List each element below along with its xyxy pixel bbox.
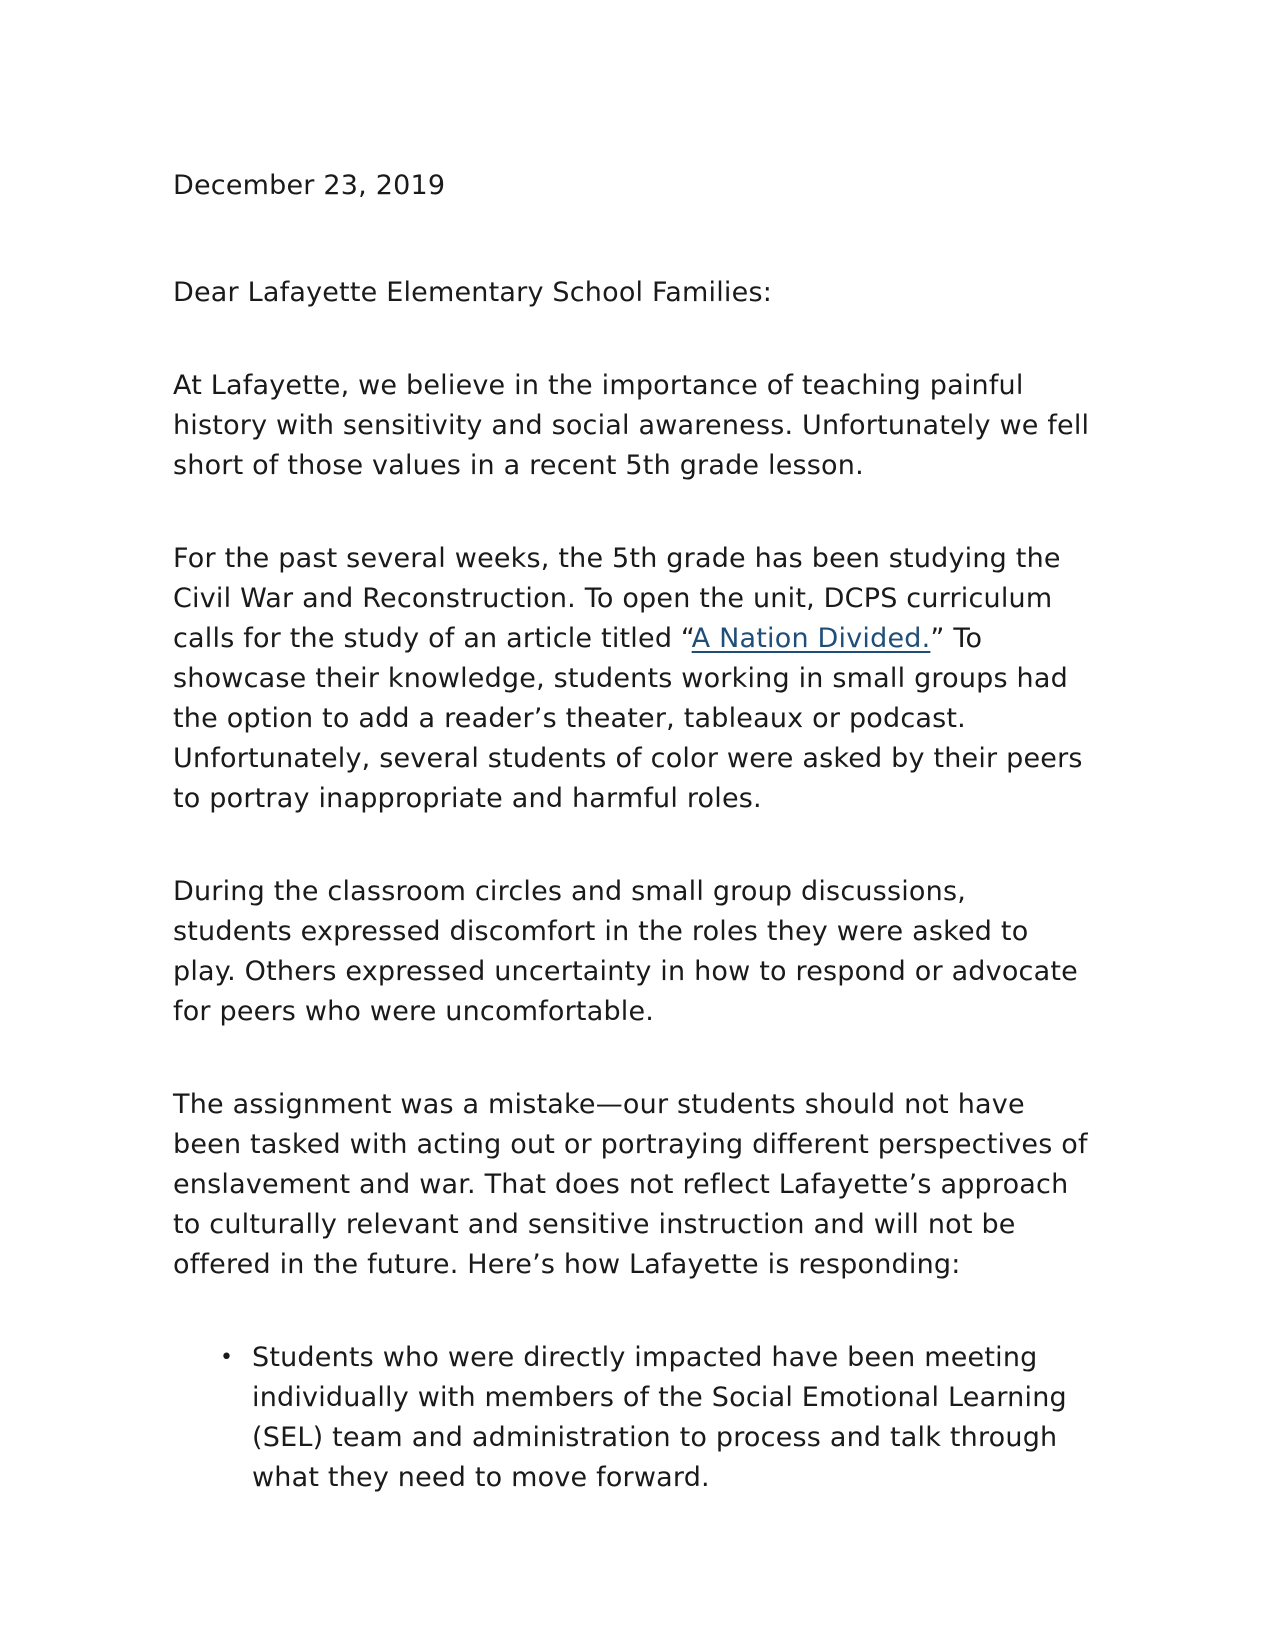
paragraph-student-discomfort: During the classroom circles and small group discussions, students expressed discomfort in the roles they were asked to play. Others expressed uncertainty in how to respond or advocate for peers who were uncomfortable. (173, 876, 1078, 1027)
letter-date: December 23, 2019 (173, 170, 446, 201)
paragraph-lesson-description (173, 539, 1092, 819)
response-list (173, 1338, 1092, 1498)
list-item-text: Students who were directly impacted have been meeting individually with members of the Social Emotional Learning (SEL) team and administration to process and talk through what they need to move forward. (252, 1342, 1067, 1493)
letter-content (173, 166, 1092, 1498)
bullet-icon: • (220, 1345, 234, 1370)
letter-salutation: Dear Lafayette Elementary School Families: (173, 277, 773, 308)
a-nation-divided-link[interactable]: A Nation Divided. (691, 623, 931, 654)
paragraph-lesson-text-before: For the past several weeks, the 5th grade has been studying the Civil War and Reconstruction. To open the unit, DCPS curriculum calls for the study of an article titled “ (173, 543, 1061, 654)
paragraph-lesson-text-after: ” To showcase their knowledge, students working in small groups had the option to add a reader’s theater, tableaux or podcast. Unfortunately, several students of color were asked by their peers to portray inappropriate and harmful roles. (173, 623, 1083, 814)
paragraph-mistake-acknowledgement: The assignment was a mistake—our students should not have been tasked with acting out or portraying different perspectives of enslavement and war. That does not reflect Lafayette’s approach to culturally relevant and sensitive instruction and will not be offered in the future. Here’s how Lafayette is responding: (173, 1089, 1088, 1280)
paragraph-values-statement: At Lafayette, we believe in the importance of teaching painful history with sensitivity and social awareness. Unfortunately we fell short of those values in a recent 5th grade lesson. (173, 370, 1090, 481)
list-item (220, 1338, 1092, 1498)
